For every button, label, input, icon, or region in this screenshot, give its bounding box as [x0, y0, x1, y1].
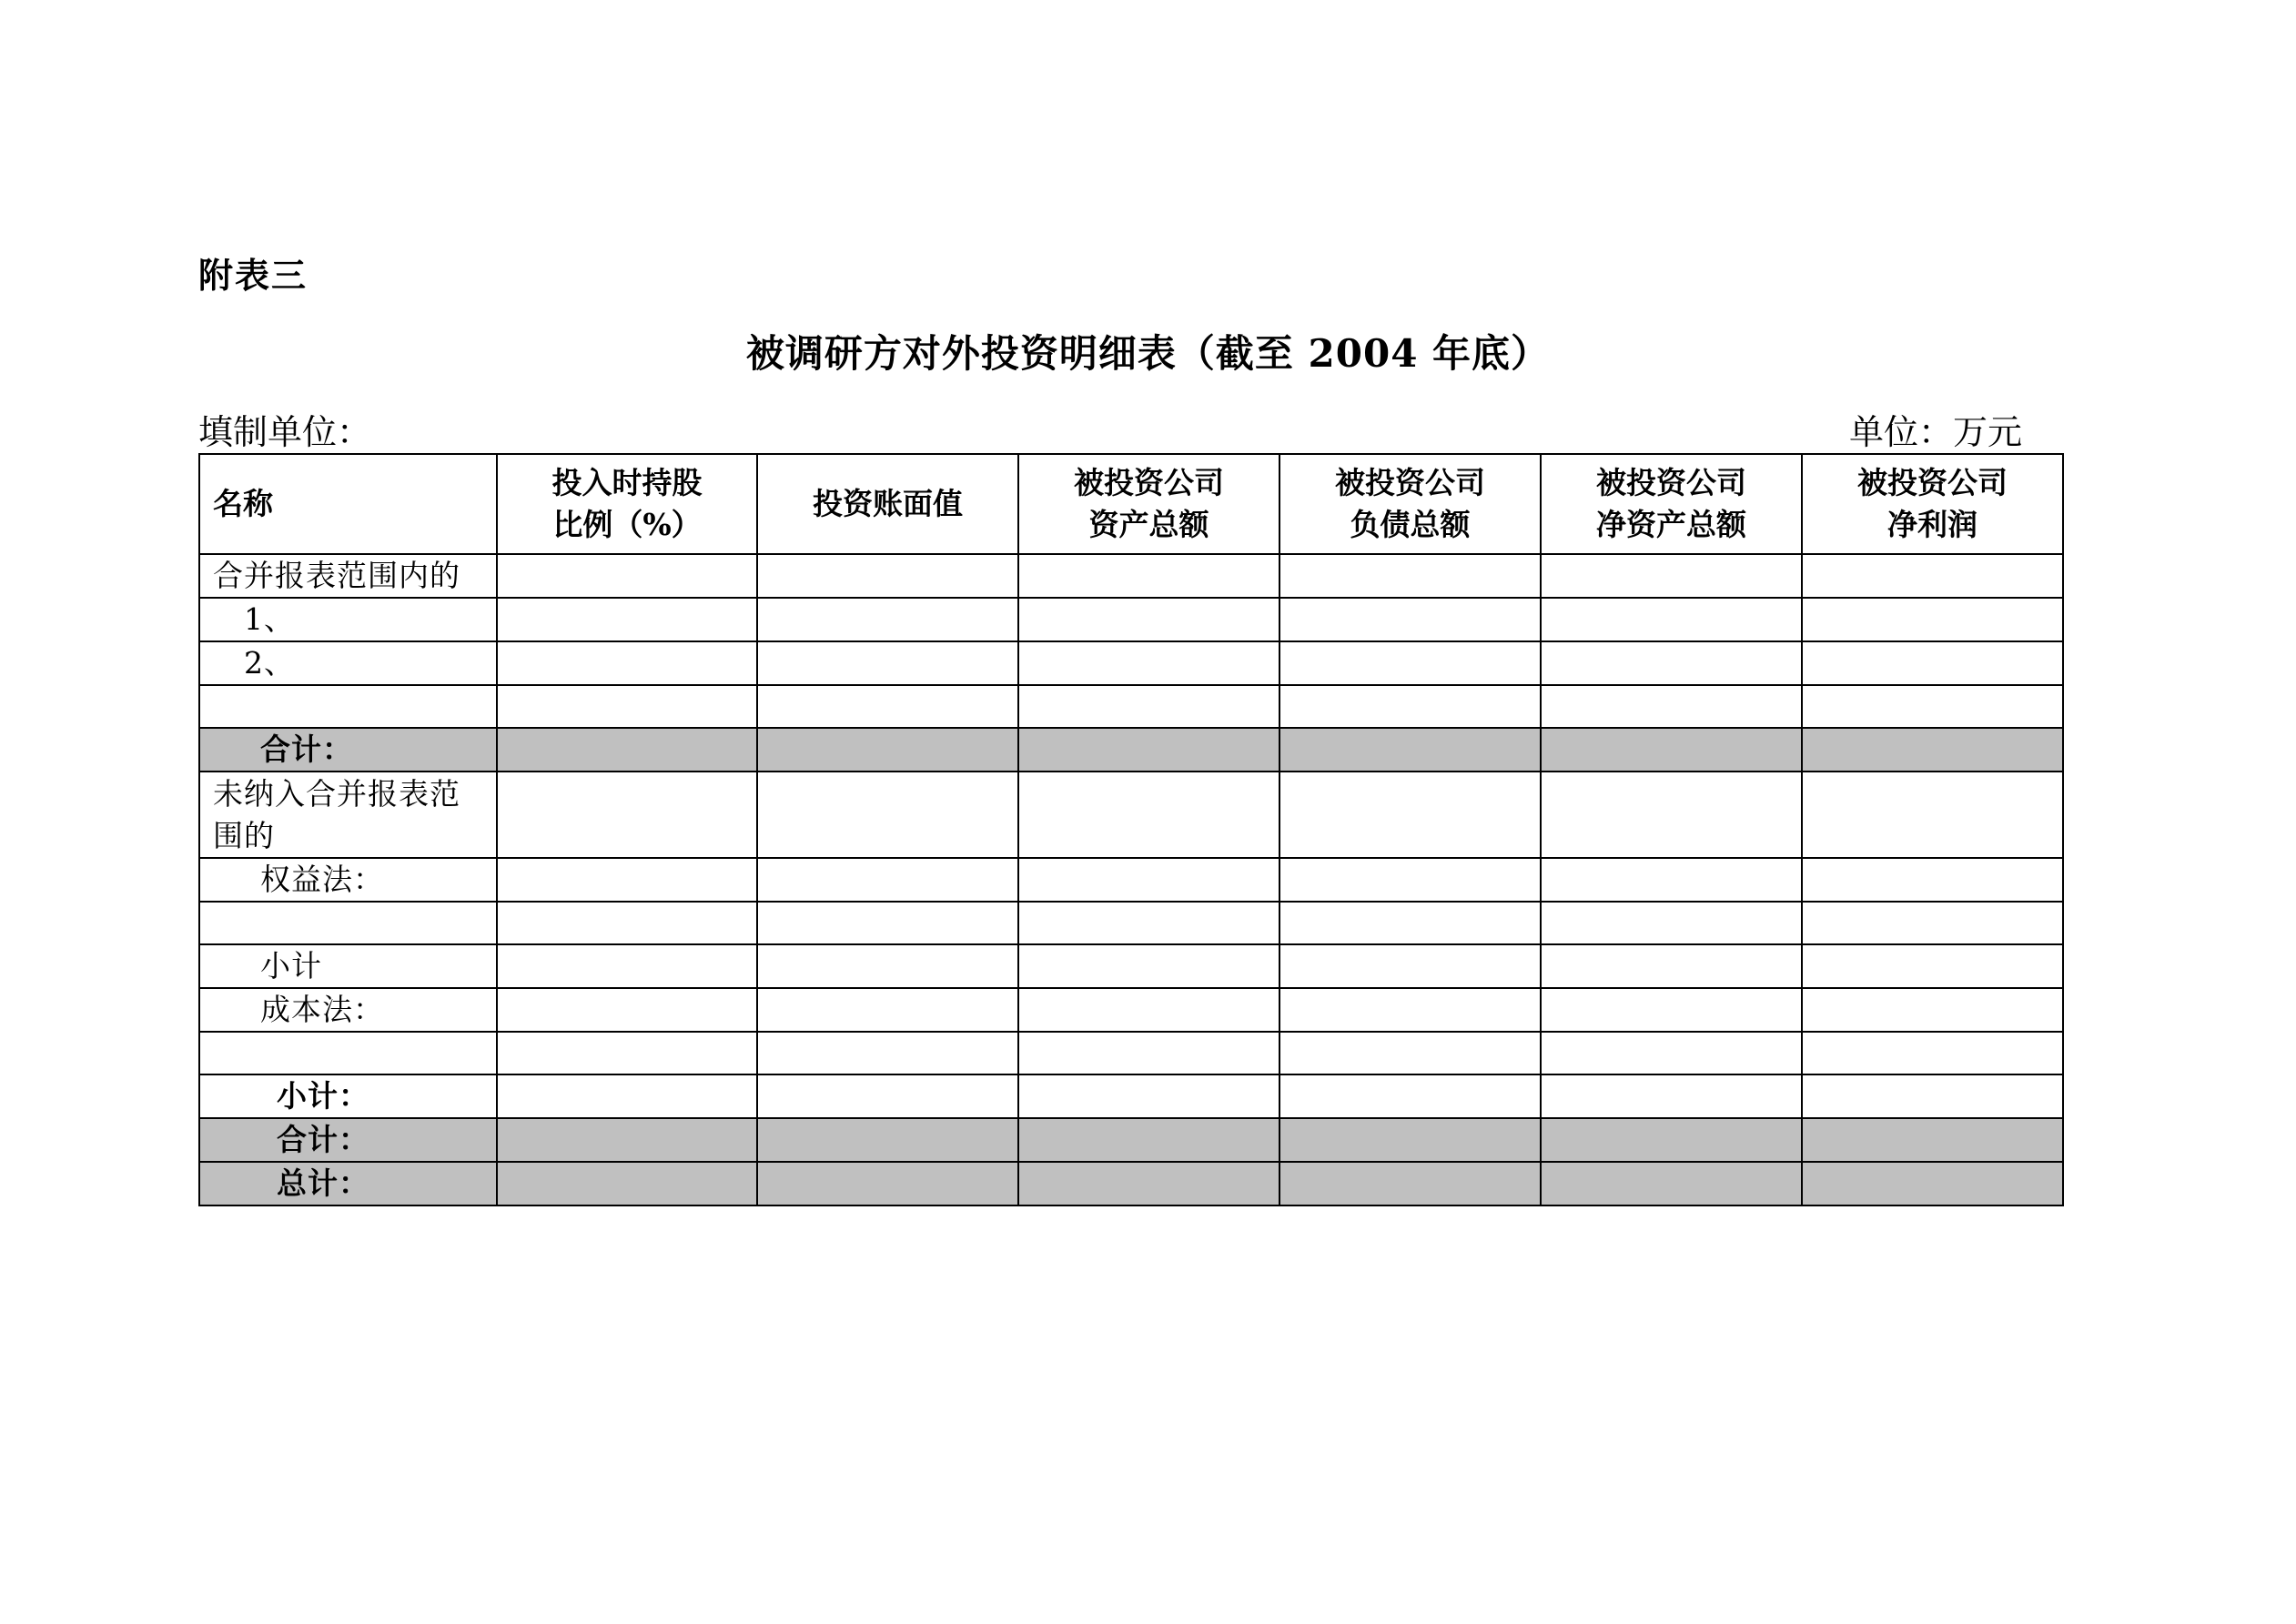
row-name: 小计：	[199, 1074, 497, 1118]
row-name: 2、	[199, 641, 497, 685]
row-name: 成本法：	[199, 988, 497, 1032]
table-row	[199, 988, 2063, 1032]
cell-empty[interactable]	[497, 902, 757, 944]
cell-empty[interactable]	[1018, 641, 1279, 685]
cell-empty[interactable]	[1541, 944, 1802, 988]
header-net-assets-text: 被投资公司 净资产总额	[1596, 465, 1746, 542]
table-row	[199, 902, 2063, 944]
cell-empty[interactable]	[1541, 902, 1802, 944]
cell-empty[interactable]	[1279, 641, 1541, 685]
header-share-ratio	[497, 454, 757, 554]
row-name	[199, 902, 497, 944]
header-net-profit	[1802, 454, 2063, 554]
table-row-subtotal	[199, 1074, 2063, 1118]
cell-empty[interactable]	[1541, 1118, 1802, 1162]
cell-empty[interactable]	[1802, 858, 2063, 902]
cell-empty[interactable]	[1802, 641, 2063, 685]
cell-empty[interactable]	[1018, 858, 1279, 902]
cell-empty[interactable]	[1279, 598, 1541, 641]
cell-empty[interactable]	[1802, 902, 2063, 944]
row-name: 权益法：	[199, 858, 497, 902]
row-name: 未纳入合并报表范围的	[199, 772, 497, 858]
cell-empty[interactable]	[1018, 1162, 1279, 1205]
cell-empty[interactable]	[1541, 1074, 1802, 1118]
header-net-profit-text: 被投资公司 净利润	[1857, 465, 2008, 542]
cell-empty[interactable]	[1279, 772, 1541, 858]
header-row	[199, 454, 2063, 554]
cell-empty[interactable]	[757, 988, 1018, 1032]
cell-empty[interactable]	[757, 902, 1018, 944]
header-total-assets	[1018, 454, 1279, 554]
cell-empty[interactable]	[1018, 988, 1279, 1032]
cell-empty[interactable]	[1802, 772, 2063, 858]
cell-empty[interactable]	[1541, 988, 1802, 1032]
cell-empty[interactable]	[1802, 1162, 2063, 1205]
cell-empty[interactable]	[1018, 1118, 1279, 1162]
cell-empty[interactable]	[497, 772, 757, 858]
cell-empty[interactable]	[1541, 598, 1802, 641]
cell-empty[interactable]	[1541, 685, 1802, 728]
cell-empty[interactable]	[1279, 1074, 1541, 1118]
cell-empty[interactable]	[1018, 772, 1279, 858]
cell-empty[interactable]	[1541, 728, 1802, 772]
cell-empty[interactable]	[1279, 988, 1541, 1032]
table-row	[199, 772, 2063, 858]
cell-empty[interactable]	[757, 1074, 1018, 1118]
row-name	[199, 685, 497, 728]
cell-empty[interactable]	[757, 728, 1018, 772]
cell-empty[interactable]	[497, 1118, 757, 1162]
cell-empty[interactable]	[1018, 1074, 1279, 1118]
header-name: 名称	[199, 454, 497, 554]
cell-empty[interactable]	[1802, 728, 2063, 772]
cell-empty[interactable]	[757, 858, 1018, 902]
table-row	[199, 858, 2063, 902]
filling-unit-label: 填制单位：	[198, 412, 372, 452]
cell-empty[interactable]	[1802, 598, 2063, 641]
cell-empty[interactable]	[757, 944, 1018, 988]
cell-empty[interactable]	[1279, 1118, 1541, 1162]
row-name: 总计：	[199, 1162, 497, 1205]
cell-empty[interactable]	[1018, 598, 1279, 641]
cell-empty[interactable]	[757, 1118, 1018, 1162]
cell-empty[interactable]	[1802, 685, 2063, 728]
cell-empty[interactable]	[1541, 554, 1802, 598]
meta-row	[198, 404, 2022, 454]
table-row	[199, 598, 2063, 641]
table-row-grand-total	[199, 1162, 2063, 1205]
cell-empty[interactable]	[497, 858, 757, 902]
cell-empty[interactable]	[757, 685, 1018, 728]
cell-empty[interactable]	[497, 598, 757, 641]
appendix-label: 附表三	[198, 255, 308, 296]
row-name	[199, 1032, 497, 1074]
cell-empty[interactable]	[1541, 1032, 1802, 1074]
cell-empty[interactable]	[497, 685, 757, 728]
cell-empty[interactable]	[497, 988, 757, 1032]
header-share-ratio-text: 投入时持股 比例（%）	[551, 465, 703, 542]
table-row-total	[199, 728, 2063, 772]
cell-empty[interactable]	[497, 944, 757, 988]
cell-empty[interactable]	[1018, 728, 1279, 772]
cell-empty[interactable]	[497, 1032, 757, 1074]
header-book-value: 投资账面值	[757, 454, 1018, 554]
cell-empty[interactable]	[757, 554, 1018, 598]
cell-empty[interactable]	[1018, 1032, 1279, 1074]
unit-label: 单位：万元	[1848, 412, 2022, 452]
header-net-assets	[1541, 454, 1802, 554]
cell-empty[interactable]	[757, 772, 1018, 858]
cell-empty[interactable]	[1802, 554, 2063, 598]
cell-empty[interactable]	[1802, 944, 2063, 988]
cell-empty[interactable]	[497, 1074, 757, 1118]
cell-empty[interactable]	[1802, 1118, 2063, 1162]
cell-empty[interactable]	[1018, 685, 1279, 728]
table-row	[199, 1032, 2063, 1074]
table-row-total	[199, 1118, 2063, 1162]
cell-empty[interactable]	[1802, 1074, 2063, 1118]
row-name: 合并报表范围内的	[199, 554, 497, 598]
cell-empty[interactable]	[1279, 554, 1541, 598]
cell-empty[interactable]	[1279, 1032, 1541, 1074]
cell-empty[interactable]	[1279, 902, 1541, 944]
row-name: 1、	[199, 598, 497, 641]
cell-empty[interactable]	[497, 728, 757, 772]
cell-empty[interactable]	[1018, 902, 1279, 944]
cell-empty[interactable]	[1018, 554, 1279, 598]
header-total-liabilities	[1279, 454, 1541, 554]
header-total-assets-text: 被投资公司 资产总额	[1074, 465, 1224, 542]
cell-empty[interactable]	[757, 598, 1018, 641]
cell-empty[interactable]	[1802, 1032, 2063, 1074]
cell-empty[interactable]	[1802, 988, 2063, 1032]
cell-empty[interactable]	[1018, 944, 1279, 988]
header-total-liabilities-text: 被投资公司 负债总额	[1335, 465, 1485, 542]
table-row	[199, 554, 2063, 598]
cell-empty[interactable]	[1279, 944, 1541, 988]
row-name: 小计	[199, 944, 497, 988]
cell-empty[interactable]	[1279, 685, 1541, 728]
table-row	[199, 685, 2063, 728]
cell-empty[interactable]	[497, 1162, 757, 1205]
table-row	[199, 944, 2063, 988]
cell-empty[interactable]	[1541, 858, 1802, 902]
document-title: 被调研方对外投资明细表（截至 2004 年底）	[745, 331, 1551, 376]
cell-empty[interactable]	[757, 1162, 1018, 1205]
cell-empty[interactable]	[757, 1032, 1018, 1074]
cell-empty[interactable]	[1541, 641, 1802, 685]
cell-empty[interactable]	[757, 641, 1018, 685]
cell-empty[interactable]	[1541, 1162, 1802, 1205]
cell-empty[interactable]	[1279, 728, 1541, 772]
table-row	[199, 641, 2063, 685]
row-name: 合计：	[199, 728, 497, 772]
cell-empty[interactable]	[1541, 772, 1802, 858]
row-name: 合计：	[199, 1118, 497, 1162]
cell-empty[interactable]	[497, 641, 757, 685]
investment-detail-table	[198, 453, 2064, 1206]
cell-empty[interactable]	[497, 554, 757, 598]
cell-empty[interactable]	[1279, 858, 1541, 902]
cell-empty[interactable]	[1279, 1162, 1541, 1205]
